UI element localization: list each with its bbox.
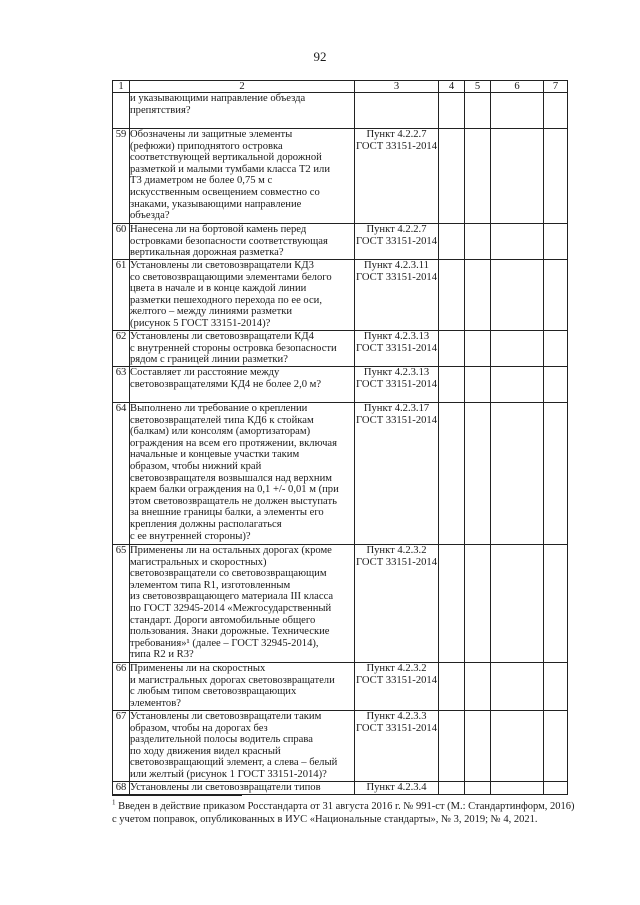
empty-cell-col-5 [465,129,491,224]
question-line: ограждения на всем его протяжении, включая [130,437,338,449]
row-number [113,93,130,129]
question-line: искусственным освещением совместно со [130,186,320,198]
question-cell [130,403,355,545]
question-line: цвета в начале и в конце каждой линии [130,283,307,295]
question-line: по ГОСТ 32945-2014 «Межгосударственный [130,602,332,614]
empty-cell-col-6 [491,403,544,545]
row-number: 60 [113,224,130,260]
empty-cell-col-6 [491,224,544,260]
question-line: Установлены ли световозвращатели типов [130,782,321,793]
question-line: требования»¹ (далее – ГОСТ 32945-2014), [130,637,319,649]
empty-cell-col-7 [544,663,568,711]
header-col-5: 5 [465,81,491,93]
header-col-1: 1 [113,81,130,93]
empty-cell-col-5 [465,663,491,711]
empty-cell-col-5 [465,782,491,795]
question-cell [130,663,355,711]
reference-cell: Пункт 4.2.2.7 ГОСТ 33151-2014 [355,224,439,260]
question-cell [130,711,355,782]
table-row [113,545,568,663]
empty-cell-col-6 [491,129,544,224]
question-line: и магистральных дорогах световозвращатели [130,674,335,686]
question-line: элементом типа R1, изготовленным [130,579,291,591]
question-line: по ходу движения видел красный [130,745,281,757]
header-col-6: 6 [491,81,544,93]
empty-cell-col-6 [491,545,544,663]
header-col-2: 2 [130,81,355,93]
question-line: из световозвращающего материала III класса [130,591,334,603]
empty-cell-col-7 [544,711,568,782]
empty-cell-col-7 [544,260,568,331]
question-line: островками безопасности соответствующая [130,235,328,247]
footnote-line-1 [112,800,582,813]
table-row [113,331,568,367]
empty-cell-col-7 [544,782,568,795]
empty-cell-col-4 [439,545,465,663]
empty-cell-col-5 [465,403,491,545]
table-row [113,224,568,260]
table-header-row [113,81,568,93]
question-line: рядом с границей линии разметки? [130,354,288,366]
empty-cell-col-7 [544,545,568,663]
reference-cell: Пункт 4.2.3.17 ГОСТ 33151-2014 [355,403,439,545]
question-line: магистральных и скоростных) [130,556,267,568]
reference-cell: Пункт 4.2.3.13 ГОСТ 33151-2014 [355,367,439,403]
question-line: типа R2 и R3? [130,649,194,661]
question-line: Т3 диаметром не более 0,75 м с [130,175,273,187]
table-row [113,403,568,545]
empty-cell-col-5 [465,545,491,663]
empty-cell-col-6 [491,367,544,403]
question-line: начальные и концевые участки таким [130,449,300,461]
empty-cell-col-4 [439,663,465,711]
reference-cell [355,93,439,129]
question-line: разметкой и малыми тумбами класса Т2 или [130,163,330,175]
question-line: Выполнено ли требование о креплении [130,403,308,414]
question-line: элементов? [130,697,181,709]
empty-cell-col-4 [439,129,465,224]
empty-cell-col-7 [544,224,568,260]
reference-cell: Пункт 4.2.3.13 ГОСТ 33151-2014 [355,331,439,367]
row-number: 64 [113,403,130,545]
question-line: с любым типом световозвращающих [130,686,297,698]
empty-cell-col-7 [544,93,568,129]
question-line: и указывающими направление объезда [130,93,306,104]
reference-cell: Пункт 4.2.3.3 ГОСТ 33151-2014 [355,711,439,782]
question-line: Нанесена ли на бортовой камень перед [130,224,307,235]
empty-cell-col-4 [439,93,465,129]
empty-cell-col-6 [491,331,544,367]
empty-cell-col-5 [465,93,491,129]
empty-cell-col-4 [439,403,465,545]
header-col-7: 7 [544,81,568,93]
reference-cell: Пункт 4.2.2.7 ГОСТ 33151-2014 [355,129,439,224]
checklist-table [112,80,568,795]
footnote-line-2: с учетом поправок, опубликованных в ИУС «Национальные стандарты», № 3, 2019; № 4, 2021. [112,814,538,825]
row-number: 62 [113,331,130,367]
question-line: Обозначены ли защитные элементы [130,129,293,140]
row-number: 66 [113,663,130,711]
empty-cell-col-6 [491,663,544,711]
question-line: крепления должны располагаться [130,518,282,530]
header-col-4: 4 [439,81,465,93]
reference-cell: Пункт 4.2.3.2 ГОСТ 33151-2014 [355,663,439,711]
question-line: с внутренней стороны островка безопасности [130,342,337,354]
question-line: пользования. Знаки дорожные. Технические [130,626,330,638]
question-line: Установлены ли световозвращатели КД4 [130,331,314,342]
empty-cell-col-6 [491,93,544,129]
row-number: 59 [113,129,130,224]
empty-cell-col-7 [544,367,568,403]
table-body [113,93,568,795]
question-line: Применены ли на остальных дорогах (кроме [130,545,332,556]
question-cell [130,782,355,795]
empty-cell-col-7 [544,403,568,545]
row-number: 68 [113,782,130,795]
reference-cell: Пункт 4.2.3.11 ГОСТ 33151-2014 [355,260,439,331]
question-line: световозвращателя возвышался над верхним [130,472,332,484]
question-line: с ее внутренней стороны)? [130,530,251,542]
reference-cell: Пункт 4.2.3.4 [355,782,439,795]
empty-cell-col-5 [465,224,491,260]
empty-cell-col-6 [491,711,544,782]
question-line: объезда? [130,210,170,222]
table-row [113,711,568,782]
question-cell [130,93,355,129]
row-number: 61 [113,260,130,331]
empty-cell-col-5 [465,331,491,367]
question-cell [130,224,355,260]
table-row [113,129,568,224]
question-line: этом световозвращатель не должен выступать [130,495,337,507]
page-number: 92 [313,49,327,64]
row-number: 67 [113,711,130,782]
empty-cell-col-6 [491,260,544,331]
table-row [113,93,568,129]
question-line: желтого – между линиями разметки [130,306,293,318]
question-cell [130,129,355,224]
question-line: разделительной полосы водитель справа [130,734,313,746]
question-line: образом, чтобы нижний край [130,460,262,472]
empty-cell-col-4 [439,224,465,260]
header-col-3: 3 [355,81,439,93]
empty-cell-col-5 [465,367,491,403]
footnote [112,800,582,826]
empty-cell-col-7 [544,129,568,224]
empty-cell-col-5 [465,260,491,331]
table-row [113,663,568,711]
question-line: световозвращателями КД4 не более 2,0 м? [130,378,322,390]
table-row [113,367,568,403]
question-line: разметки пешеходного перехода по ее оси, [130,294,322,306]
table-row [113,782,568,795]
question-cell [130,331,355,367]
question-line: (балкам) или консолям (амортизаторам) [130,426,311,438]
question-line: за внешние границы балки, а элементы его [130,507,324,519]
reference-cell: Пункт 4.2.3.2 ГОСТ 33151-2014 [355,545,439,663]
question-line: препятствия? [130,104,191,116]
question-line: Составляет ли расстояние между [130,367,280,378]
question-line: (рефюжи) приподнятого островка [130,140,283,152]
question-line: образом, чтобы на дорогах без [130,722,268,734]
empty-cell-col-4 [439,711,465,782]
footnote-marker: 1 [112,798,116,807]
row-number: 65 [113,545,130,663]
question-cell [130,367,355,403]
empty-cell-col-7 [544,331,568,367]
question-line: световозвращающий элемент, а слева – белый [130,757,338,769]
question-line: стандарт. Дороги автомобильные общего [130,614,316,626]
empty-cell-col-6 [491,782,544,795]
question-line: световозвращатели со световозвращающим [130,568,327,580]
empty-cell-col-4 [439,260,465,331]
question-line: вертикальная дорожная разметка? [130,247,284,259]
question-line: краем балки ограждения на 0,1 +/- 0,01 м (при [130,484,339,496]
question-line: (рисунок 5 ГОСТ 33151-2014)? [130,317,271,329]
empty-cell-col-4 [439,367,465,403]
row-number: 63 [113,367,130,403]
question-cell [130,260,355,331]
question-line: знаками, указывающими направление [130,198,302,210]
question-line: Установлены ли световозвращатели КД3 [130,260,314,271]
footnote-text-1: Введен в действие приказом Росстандарта от 31 августа 2016 г. № 991-ст (М.: Стандартинформ, 2016) [118,801,575,812]
question-line: или желтый (рисунок 1 ГОСТ 33151-2014)? [130,768,327,780]
footnote-divider [112,795,242,796]
question-cell [130,545,355,663]
question-line: Установлены ли световозвращатели таким [130,711,322,722]
question-line: Применены ли на скоростных [130,663,266,674]
question-line: соответствующей вертикальной дорожной [130,152,322,164]
table-row [113,260,568,331]
question-line: со световозвращающими элементами белого [130,271,332,283]
empty-cell-col-5 [465,711,491,782]
question-line: световозвращателей типа КД6 к стойкам [130,414,314,426]
empty-cell-col-4 [439,331,465,367]
empty-cell-col-4 [439,782,465,795]
